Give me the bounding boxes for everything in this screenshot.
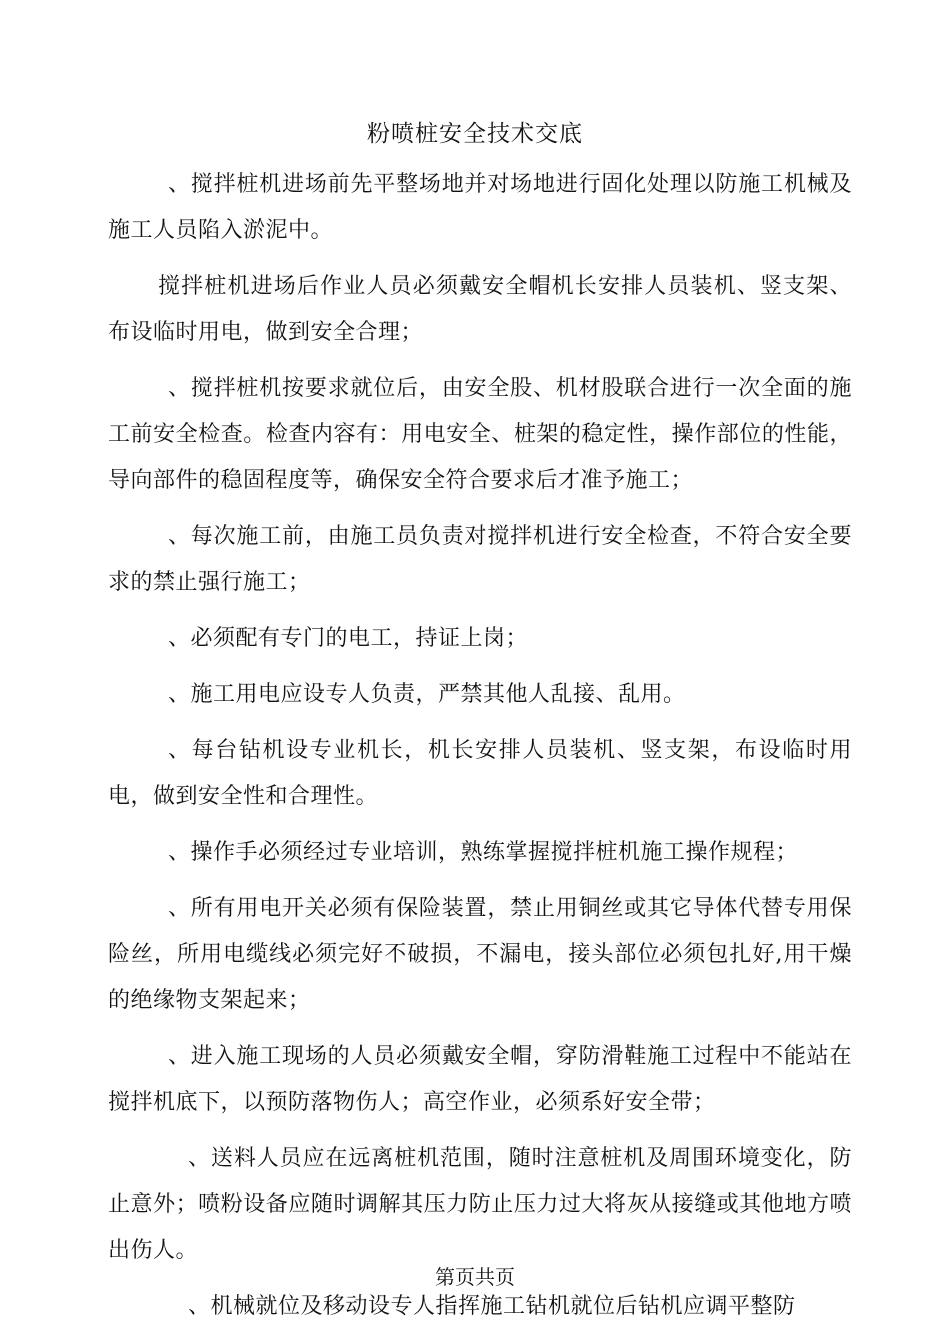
paragraph-3: 、搅拌桩机按要求就位后，由安全股、机材股联合进行一次全面的施工前安全检查。检查内容有：用电安全、桩架的稳定性，操作部位的性能，导向部件的稳固程度等，确保安全符合要求后才准予施工； bbox=[108, 376, 852, 493]
paragraph-10: 、进入施工现场的人员必须戴安全帽，穿防滑鞋施工过程中不能站在搅拌机底下，以预防落物伤人；高空作业，必须系好安全带； bbox=[108, 1044, 852, 1115]
paragraph-8: 、操作手必须经过专业培训，熟练掌握搅拌桩机施工操作规程； bbox=[168, 840, 799, 865]
paragraph-7: 、每台钻机设专业机长，机长安排人员装机、竖支架，布设临时用电，做到安全性和合理性。 bbox=[108, 738, 852, 809]
paragraph-12: 、机械就位及移动设专人指挥施工钻机就位后钻机应调平整防 bbox=[188, 1294, 796, 1319]
paragraph-9: 、所有用电开关必须有保险装置，禁止用铜丝或其它导体代替专用保险丝，所用电缆线必须完好不破损，不漏电，接头部位必须包扎好,用干燥的绝缘物支架起来； bbox=[108, 896, 852, 1013]
document-title: 粉喷桩安全技术交底 bbox=[367, 121, 583, 147]
paragraph-6: 、施工用电应设专人负责，严禁其他人乱接、乱用。 bbox=[168, 682, 686, 707]
paragraph-1: 、搅拌桩机进场前先平整场地并对场地进行固化处理以防施工机械及施工人员陷入淤泥中。 bbox=[108, 172, 852, 243]
paragraph-4: 、每次施工前，由施工员负责对搅拌机进行安全检查，不符合安全要求的禁止强行施工； bbox=[108, 524, 852, 595]
document-body bbox=[108, 162, 852, 1340]
paragraph-11: 、送料人员应在远离桩机范围，随时注意桩机及周围环境变化，防止意外；喷粉设备应随时调解其压力防止压力过大将灰从接缝或其他地方喷出伤人。 bbox=[108, 1146, 852, 1263]
paragraph-2: 搅拌桩机进场后作业人员必须戴安全帽机长安排人员装机、竖支架、布设临时用电，做到安全合理； bbox=[108, 274, 852, 345]
page-footer: 第页共页 bbox=[435, 1265, 515, 1289]
paragraph-5: 、必须配有专门的电工，持证上岗； bbox=[168, 626, 529, 651]
